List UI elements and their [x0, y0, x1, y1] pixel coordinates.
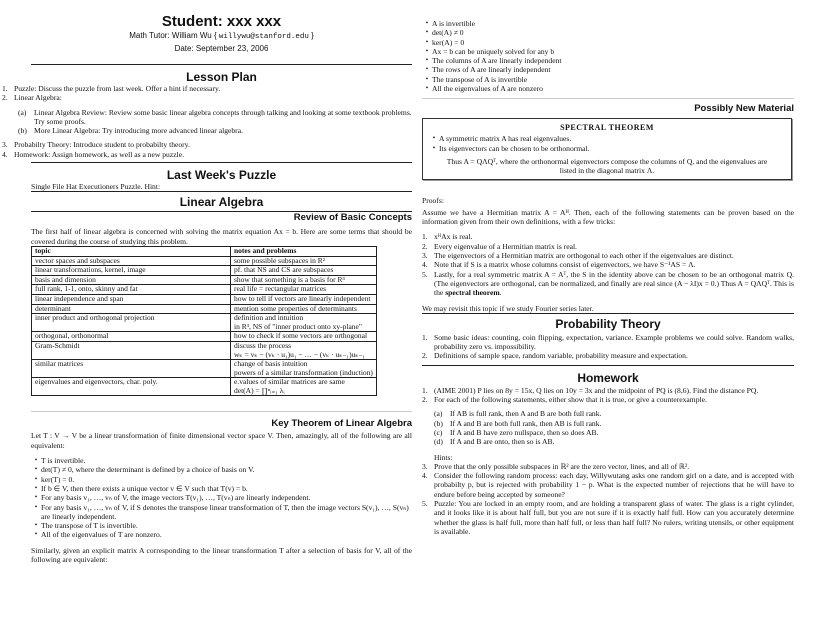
list-subitem: (c) If A and B have zero nullspace, then so does AB. [434, 427, 599, 437]
new-material-heading: Possibly New Material [694, 103, 794, 115]
note-line: in R³, NS of "inner product onto xy-plane" [234, 321, 362, 331]
notes-cell [231, 294, 377, 304]
tutor-suffix: } [311, 31, 314, 40]
lesson-plan-heading: Lesson Plan [186, 70, 257, 84]
note-line: mention some properties of determinants [234, 303, 357, 313]
note-line: real life = rectangular matrices [234, 284, 327, 294]
list-item: 4. Consider the following random process: each day, Willywutang asks one random girl on a date, and is accepted with probabilty p, but is rejected with probability 1 − p. What is the expected number of rejections that he will have to endure before being accepted by someone? [422, 471, 794, 499]
list-item: 4. Note that if S is a matrix whose columns consist of eigenvectors, we have S⁻¹AS = Λ. [422, 260, 696, 270]
spectral-theorem-item: • A symmetric matrix A has real eigenvalues. [429, 134, 785, 143]
key-theorem-item: • All of the eigenvalues of T are nonzero. [31, 530, 412, 539]
spectral-theorem-title: SPECTRAL THEOREM [560, 123, 654, 133]
table-row [32, 341, 377, 359]
column-header: topic [32, 246, 231, 256]
key-theorem-item: • If b ∈ V, then there exists a unique vector v ∈ V such that T(v) = b. [31, 484, 412, 493]
list-item: 1. Some basic ideas: counting, coin flipping, expectation, variance. Example problems we could solve. Random walks, probability zero vs. impossibility. [422, 332, 794, 352]
topic-cell: eigenvalues and eigenvectors, char. poly. [32, 378, 231, 396]
homework-list [422, 386, 794, 536]
key-theorem-item: • For any basis v₁, …, vₙ of V, if S denotes the transpose linear transformation of T, then the image vectors S(v₁), …, S(vₙ) are linearly independent. [31, 503, 412, 522]
table-row [32, 314, 377, 332]
list-subitem: (d) If A and B are onto, then so is AB. [434, 437, 555, 447]
matrix-equivalence-item: • The transpose of A is invertible [422, 75, 802, 84]
spectral-theorem-list [429, 134, 785, 153]
list-item: 1. Puzzle: Discuss the puzzle from last week. Offer a hint if necessary. [2, 84, 221, 93]
tutor-name: Math Tutor: William Wu { [129, 31, 217, 40]
note-line: definition and intuition [234, 313, 304, 323]
topics-table [31, 246, 377, 397]
list-item: 5. Lastly, for a real symmetric matrix A = Aᵀ, the S in the identity above can be chosen to be an orthogonal matrix Q. (The eigenvectors are orthogonal, can be normalized, and finally are real since (A − λI)x = 0.) Thus A = QΛQᵀ. This is the spectral theorem. [422, 269, 794, 298]
notes-cell [231, 285, 377, 295]
list-subitem: (a) If AB is full rank, then A and B are both full rank. [434, 409, 602, 419]
table-row [32, 266, 377, 276]
matrix-equivalence-item: • ker(A) = 0 [422, 38, 802, 47]
bullet-icon: • [425, 19, 429, 27]
student-title: Student: xxx xxx [161, 13, 282, 30]
note-line: e.values of similar matrices are same [234, 377, 345, 387]
note-line: det(A) = ∏ⁿᵢ₌₁ λᵢ [234, 385, 285, 395]
homework-heading: Homework [577, 370, 639, 385]
matrix-equivalence-item: • The rows of A are linearly independent [422, 65, 802, 74]
matrix-equivalence-item: • The columns of A are linearly independent [422, 56, 802, 65]
note-line: wₖ = vₖ − (vₖ · u₁)u₁ − … − (vₖ · uₖ₋₁)uₖ₋₁ [234, 349, 366, 359]
review-heading: Review of Basic Concepts [293, 212, 412, 224]
notes-cell [231, 266, 377, 276]
probability-heading: Probability Theory [555, 316, 661, 331]
topic-cell: determinant [32, 304, 231, 314]
list-item: 2. Definitions of sample space, random variable, probability measure and expectation. [422, 351, 688, 361]
spectral-theorem-item: • Its eigenvectors can be chosen to be orthonormal. [429, 144, 785, 153]
topic-cell: linear transformations, kernel, image [32, 266, 231, 276]
matrix-equivalence-item: • det(A) ≠ 0 [422, 28, 802, 37]
column-header: notes and problems [231, 246, 377, 256]
key-theorem-list [31, 456, 412, 540]
list-item: 3. Prove that the only possible subspaces in ℝ² are the zero vector, lines, and all of ℝ². [422, 461, 690, 471]
topic-cell: vector spaces and subspaces [32, 256, 231, 266]
puzzle-heading: Last Week's Puzzle [166, 168, 277, 183]
notes-cell [231, 378, 377, 396]
topic-cell: Gram-Schmidt [32, 341, 231, 359]
bullet-icon: • [425, 84, 429, 93]
key-theorem-item: • The transpose of T is invertible. [31, 521, 412, 530]
tutor-email[interactable]: willywu@stanford.edu [218, 33, 309, 41]
bullet-icon: • [34, 456, 38, 465]
bullet-icon: • [34, 521, 38, 530]
key-theorem-item: • ker(T) = 0. [31, 475, 412, 484]
key-theorem-item: • det(T) ≠ 0, where the determinant is defined by a choice of basis on V. [31, 465, 412, 474]
spectral-theorem-box [422, 118, 792, 179]
list-subitem: (b) If A and B are both full rank, then AB is full rank. [434, 418, 602, 428]
topic-cell: linear independence and span [32, 294, 231, 304]
key-theorem-intro: Let T : V → V be a linear transformation of finite dimensional vector space V. Then, amazingly, all of the following are all equivalent: [31, 431, 412, 450]
note-line: how to check if some vectors are orthogonal [234, 331, 368, 341]
notes-cell [231, 332, 377, 342]
similarly-text: Similarly, given an explicit matrix A corresponding to the linear transformation T after a selection of basis for V, all of the following are equivalent: [31, 545, 412, 565]
note-line: how to tell if vectors are linearly independent [234, 293, 371, 303]
list-item: 1. (AIME 2001) P lies on 8y = 15x, Q lies on 10y = 3x and the midpoint of PQ is (8,6). Find the distance PQ. [422, 385, 759, 395]
revisit-text: We may revisit this topic if we study Fourier series later. [422, 303, 594, 313]
notes-cell [231, 341, 377, 359]
spectral-theorem-conclusion: Thus A = QΛQᵀ, where the orthonormal eigenvectors compose the columns of Q, and the eigenvalues are listed in the diagonal matrix Λ. [446, 156, 768, 176]
bullet-icon: • [432, 143, 436, 152]
table-row [32, 360, 377, 378]
probability-list [422, 333, 794, 361]
list-subitem: (b) More Linear Algebra: Try introducing more advanced linear algebra. [18, 126, 243, 136]
matrix-equivalence-list [422, 19, 802, 93]
review-intro: The first half of linear algebra is concerned with solving the matrix equation Ax = b. Here are some terms that should be covered during the course of studying this problem. [31, 227, 412, 246]
bullet-icon: • [425, 56, 429, 65]
proofs-label: Proofs: [422, 195, 444, 205]
date-line: Date: September 23, 2006 [174, 44, 269, 53]
list-item: 2. Linear Algebra: [2, 93, 62, 103]
topic-cell: inner product and orthogonal projection [32, 314, 231, 332]
table-row [32, 378, 377, 396]
lesson-plan-list [2, 84, 412, 159]
bullet-icon: • [425, 28, 429, 37]
linear-algebra-heading: Linear Algebra [179, 195, 264, 210]
key-theorem-item: • For any basis v₁, …, vₙ of V, the image vectors T(v₁), …, T(vₙ) are linearly independent. [31, 493, 412, 502]
right-column [422, 0, 802, 536]
table-header-row [32, 246, 377, 256]
note-line: change of basis intuition [234, 359, 308, 369]
bullet-icon: • [34, 474, 38, 483]
spectral-theorem-bold: spectral theorem [445, 288, 500, 298]
note-line: show that something is a basis for R³ [234, 274, 345, 284]
key-theorem-heading: Key Theorem of Linear Algebra [271, 418, 412, 430]
bullet-icon: • [425, 65, 429, 74]
list-item: 2. Every eigenvalue of a Hermitian matrix is real. [422, 241, 577, 251]
note-line: discuss the process [234, 340, 292, 350]
bullet-icon: • [425, 46, 429, 55]
list-item: 4. Homework: Assign homework, as well as a new puzzle. [2, 149, 184, 159]
topic-cell: similar matrices [32, 360, 231, 378]
list-item: 2. For each of the following statements, either show that it is true, or give a counterexample. [422, 395, 707, 405]
bullet-icon: • [432, 134, 436, 143]
bullet-icon: • [34, 493, 38, 502]
notes-cell [231, 360, 377, 378]
bullet-icon: • [34, 502, 38, 511]
topic-cell: orthogonal, orthonormal [32, 332, 231, 342]
bullet-icon: • [425, 74, 429, 83]
list-subitem: (a) Linear Algebra Review: Review some basic linear algebra concepts through talking and looking at some textbook problems. Try some proofs. [18, 107, 412, 126]
list-item: 3. The eigenvectors of a Hermitian matrix are orthogonal to each other if the eigenvalues are distinct. [422, 251, 734, 261]
note-line: pf. that NS and CS are subspaces [234, 265, 334, 275]
topic-cell: basis and dimension [32, 275, 231, 285]
tutor-line [31, 30, 412, 43]
table-row [32, 332, 377, 342]
key-theorem-item: • T is invertible. [31, 456, 412, 465]
list-item: 5. Puzzle: You are locked in an empty room, and are holding a transparent glass of water. The glass is a right cylinder, and it looks like it is about half full, but you are not sure if it is exactly half full. How can you accurately determine whether the glass is half full, more than half full, or less than half full? No rulers, writing utensils, or other equipment is available. [422, 498, 794, 536]
matrix-equivalence-item: • Ax = b can be uniquely solved for any b [422, 47, 802, 56]
proofs-intro: Assume we have a Hermitian matrix A = Aᴴ. Then, each of the following statements can be proven based on the information given from their own definitions, with a few tricks: [422, 207, 794, 227]
matrix-equivalence-item: • A is invertible [422, 19, 802, 28]
list-item: 1. xᴴAx is real. [422, 232, 473, 242]
topic-cell: full rank, 1-1, onto, skinny and fat [32, 285, 231, 295]
proofs-list [422, 232, 794, 297]
table-row [32, 294, 377, 304]
puzzle-text: Single File Hat Executioners Puzzle. Hint: [31, 182, 161, 192]
bullet-icon: • [34, 465, 38, 474]
left-column [2, 0, 412, 565]
notes-cell [231, 314, 377, 332]
hints-label: Hints: [434, 452, 453, 462]
note-line: some possible subspaces in R² [234, 255, 325, 265]
bullet-icon: • [34, 483, 38, 492]
note-line: powers of a similar transformation (induction) [234, 367, 373, 377]
list-item: 3. Probabilty Theory: Introduce student to probabilty theory. [2, 140, 190, 150]
table-row [32, 285, 377, 295]
bullet-icon: • [34, 530, 38, 539]
matrix-equivalence-item: • All the eigenvalues of A are nonzero [422, 84, 802, 93]
bullet-icon: • [425, 37, 429, 46]
